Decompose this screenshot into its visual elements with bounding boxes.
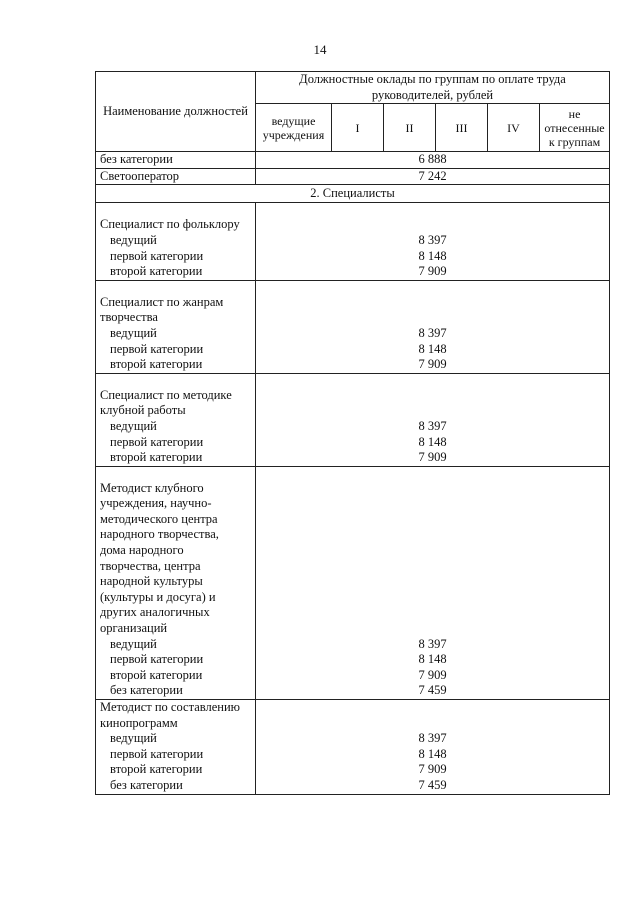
blank-line <box>259 388 606 404</box>
group-row <box>96 700 610 795</box>
salary-value: 8 148 <box>418 652 447 667</box>
spacer <box>259 374 606 388</box>
blank-line <box>259 574 606 590</box>
salary-value: 8 397 <box>418 325 447 340</box>
position-name: первой категории <box>110 652 204 667</box>
position-name: ведущий <box>110 636 157 651</box>
position-name: без категории <box>110 777 183 792</box>
group-title-line: народной культуры <box>100 574 203 589</box>
group-name-cell <box>96 466 256 699</box>
group-values-cell <box>256 373 610 466</box>
salary-value: 8 148 <box>418 746 447 761</box>
blank-line <box>259 621 606 637</box>
position-name: первой категории <box>110 341 204 356</box>
group-values-cell <box>256 466 610 699</box>
position-name: ведущий <box>110 731 157 746</box>
group-row <box>96 373 610 466</box>
group-title-line: методического центра <box>100 511 218 526</box>
groups-title-header: Должностные оклады по группам по оплате труда руководителей, рублей <box>256 72 610 104</box>
blank-line <box>259 543 606 559</box>
spacer <box>100 203 252 217</box>
group-title-line: народного творчества, <box>100 527 219 542</box>
subheader-col-4: IV <box>488 104 540 152</box>
salary-value: 7 242 <box>256 168 610 185</box>
group-title-line: клубной работы <box>100 403 186 418</box>
group-values-cell <box>256 280 610 373</box>
group-title-line: Специалист по жанрам <box>100 294 224 309</box>
position-name: ведущий <box>110 232 157 247</box>
blank-line <box>259 496 606 512</box>
salary-value: 8 148 <box>418 434 447 449</box>
position-name: первой категории <box>110 434 204 449</box>
spacer <box>100 467 252 481</box>
salary-value: 7 909 <box>418 264 447 279</box>
salary-value: 6 888 <box>256 152 610 169</box>
blank-line <box>259 512 606 528</box>
subheader-col-0: ведущие учреждения <box>256 104 332 152</box>
blank-line <box>259 590 606 606</box>
section-row <box>96 185 610 203</box>
position-name: первой категории <box>110 248 204 263</box>
position-name: второй категории <box>110 450 203 465</box>
salary-value: 7 909 <box>418 762 447 777</box>
blank-line <box>259 481 606 497</box>
salary-value: 8 397 <box>418 636 447 651</box>
position-name: первой категории <box>110 746 204 761</box>
salary-value: 7 909 <box>418 357 447 372</box>
group-title-line: Специалист по методике <box>100 387 232 402</box>
salary-value: 7 459 <box>418 777 447 792</box>
subheader-col-1: I <box>332 104 384 152</box>
position-name: без категории <box>110 683 183 698</box>
position-name: второй категории <box>110 264 203 279</box>
group-row <box>96 203 610 280</box>
group-name-cell <box>96 700 256 795</box>
position-name: Светооператор <box>96 168 256 185</box>
salary-table <box>95 71 610 795</box>
blank-line <box>259 716 606 732</box>
blank-line <box>259 217 606 233</box>
position-name: второй категории <box>110 762 203 777</box>
salary-value: 8 148 <box>418 248 447 263</box>
blank-line <box>259 605 606 621</box>
blank-line <box>259 403 606 419</box>
blank-line <box>259 310 606 326</box>
group-title-line: других аналогичных <box>100 605 210 620</box>
section-title: 2. Специалисты <box>96 185 610 203</box>
page-number: 14 <box>313 42 327 57</box>
spacer <box>100 281 252 295</box>
blank-line <box>259 527 606 543</box>
spacer <box>259 281 606 295</box>
group-values-cell <box>256 700 610 795</box>
position-name: ведущий <box>110 325 157 340</box>
salary-value: 8 148 <box>418 341 447 356</box>
group-name-cell <box>96 203 256 280</box>
subheader-col-5: не отнесенные к группам <box>540 104 610 152</box>
col-name-header: Наименование должностей <box>96 72 256 152</box>
table-row <box>96 168 610 185</box>
group-title-line: кинопрограмм <box>100 715 178 730</box>
group-title-line: Методист клубного <box>100 480 204 495</box>
blank-line <box>259 559 606 575</box>
group-title-line: дома народного <box>100 543 184 558</box>
spacer <box>259 467 606 481</box>
position-name: второй категории <box>110 667 203 682</box>
group-values-cell <box>256 203 610 280</box>
spacer <box>259 203 606 217</box>
group-title-line: учреждения, научно- <box>100 496 212 511</box>
group-title-line: организаций <box>100 621 168 636</box>
spacer <box>100 374 252 388</box>
salary-value: 7 909 <box>418 667 447 682</box>
group-name-cell <box>96 373 256 466</box>
group-title-line: Специалист по фольклору <box>100 217 240 232</box>
group-title-line: (культуры и досуга) и <box>100 589 216 604</box>
salary-value: 7 909 <box>418 450 447 465</box>
position-name: без категории <box>96 152 256 169</box>
group-title-line: творчества, центра <box>100 558 201 573</box>
position-name: второй категории <box>110 357 203 372</box>
group-row <box>96 466 610 699</box>
table-row <box>96 152 610 169</box>
salary-value: 8 397 <box>418 418 447 433</box>
salary-value: 7 459 <box>418 683 447 698</box>
group-row <box>96 280 610 373</box>
blank-line <box>259 700 606 716</box>
blank-line <box>259 295 606 311</box>
table-body <box>96 152 610 794</box>
position-name: ведущий <box>110 418 157 433</box>
subheader-col-2: II <box>384 104 436 152</box>
salary-value: 8 397 <box>418 232 447 247</box>
group-title-line: Методист по составлению <box>100 700 240 714</box>
group-name-cell <box>96 280 256 373</box>
group-title-line: творчества <box>100 310 158 325</box>
subheader-col-3: III <box>436 104 488 152</box>
salary-value: 8 397 <box>418 731 447 746</box>
